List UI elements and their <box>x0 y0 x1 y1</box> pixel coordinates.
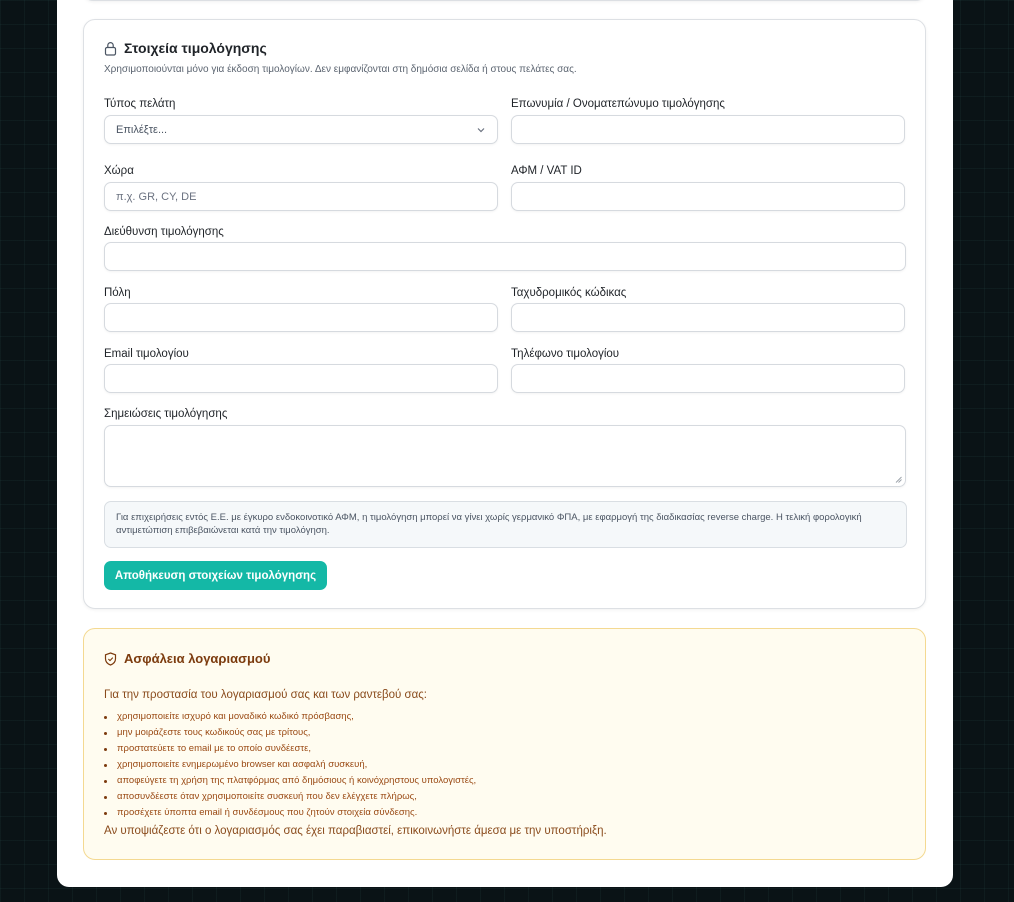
notes-label: Σημειώσεις τιμολόγησης <box>104 408 228 420</box>
billing-title-row <box>104 40 267 56</box>
bullet-icon <box>104 716 107 719</box>
security-title: Ασφάλεια λογαριασμού <box>124 651 271 666</box>
phone-input[interactable] <box>511 364 905 393</box>
list-item: προσέχετε ύποπτα email ή συνδέσμους που ζητούν στοιχεία σύνδεσης. <box>104 805 476 821</box>
save-billing-button[interactable]: Αποθήκευση στοιχείων τιμολόγησης <box>104 561 327 590</box>
postal-code-label: Ταχυδρομικός κώδικας <box>511 287 627 299</box>
email-input[interactable] <box>104 364 498 393</box>
account-security-card <box>83 628 926 860</box>
postal-code-input[interactable] <box>511 303 905 332</box>
bullet-icon <box>104 796 107 799</box>
city-label: Πόλη <box>104 287 131 299</box>
country-label: Χώρα <box>104 165 134 177</box>
bullet-icon <box>104 764 107 767</box>
bullet-icon <box>104 780 107 783</box>
list-item: αποσυνδέεστε όταν χρησιμοποιείτε συσκευή που δεν ελέγχετε πλήρως, <box>104 789 476 805</box>
company-name-label: Επωνυμία / Ονοματεπώνυμο τιμολόγησης <box>511 98 725 110</box>
list-item: χρησιμοποιείτε ισχυρό και μοναδικό κωδικό πρόσβασης, <box>104 709 476 725</box>
billing-title: Στοιχεία τιμολόγησης <box>124 40 267 56</box>
chevron-down-icon <box>476 125 486 135</box>
company-name-input[interactable] <box>511 115 905 144</box>
client-type-select[interactable] <box>104 115 498 144</box>
city-input[interactable] <box>104 303 498 332</box>
address-input[interactable] <box>104 242 906 271</box>
resize-handle-icon[interactable] <box>895 476 902 483</box>
vat-id-input[interactable] <box>511 182 905 211</box>
vat-id-label: ΑΦΜ / VAT ID <box>511 165 582 177</box>
shield-icon <box>104 652 117 666</box>
phone-label: Τηλέφωνο τιμολογίου <box>511 348 620 360</box>
bullet-icon <box>104 812 107 815</box>
billing-details-card <box>83 19 926 609</box>
list-item: μην μοιράζεστε τους κωδικούς σας με τρίτους, <box>104 725 476 741</box>
security-footer: Αν υποψιάζεστε ότι ο λογαριασμός σας έχει παραβιαστεί, επικοινωνήστε άμεσα με την υποστήριξη. <box>104 825 607 837</box>
bullet-icon <box>104 748 107 751</box>
security-tips-list <box>104 709 476 821</box>
security-title-row <box>104 651 270 666</box>
billing-subtitle: Χρησιμοποιούνται μόνο για έκδοση τιμολογίων. Δεν εμφανίζονται στη δημόσια σελίδα ή στους πελάτες σας. <box>104 64 577 75</box>
list-item: αποφεύγετε τη χρήση της πλατφόρμας από δημόσιους ή κοινόχρηστους υπολογιστές, <box>104 773 476 789</box>
client-type-value: Επιλέξτε... <box>116 123 168 136</box>
bullet-icon <box>104 732 107 735</box>
address-label: Διεύθυνση τιμολόγησης <box>104 226 224 238</box>
notes-textarea[interactable] <box>104 425 906 487</box>
lock-icon <box>104 41 117 56</box>
email-label: Email τιμολογίου <box>104 348 189 360</box>
reverse-charge-notice: Για επιχειρήσεις εντός Ε.Ε. με έγκυρο ενδοκοινοτικό ΑΦΜ, η τιμολόγηση μπορεί να γίνει χωρίς γερμανικό ΦΠΑ, με εφαρμογή της διαδικασίας reverse charge. Η τελική φορολογική αντιμετώπιση επιβεβαιώνεται κατά την τιμολόγηση. <box>104 501 907 548</box>
list-item: χρησιμοποιείτε ενημερωμένο browser και ασφαλή συσκευή, <box>104 757 476 773</box>
previous-card <box>83 0 926 1</box>
security-intro: Για την προστασία του λογαριασμού σας και των ραντεβού σας: <box>104 689 427 701</box>
client-type-label: Τύπος πελάτη <box>104 98 176 110</box>
country-input[interactable] <box>104 182 498 211</box>
list-item: προστατεύετε το email με το οποίο συνδέεστε, <box>104 741 476 757</box>
